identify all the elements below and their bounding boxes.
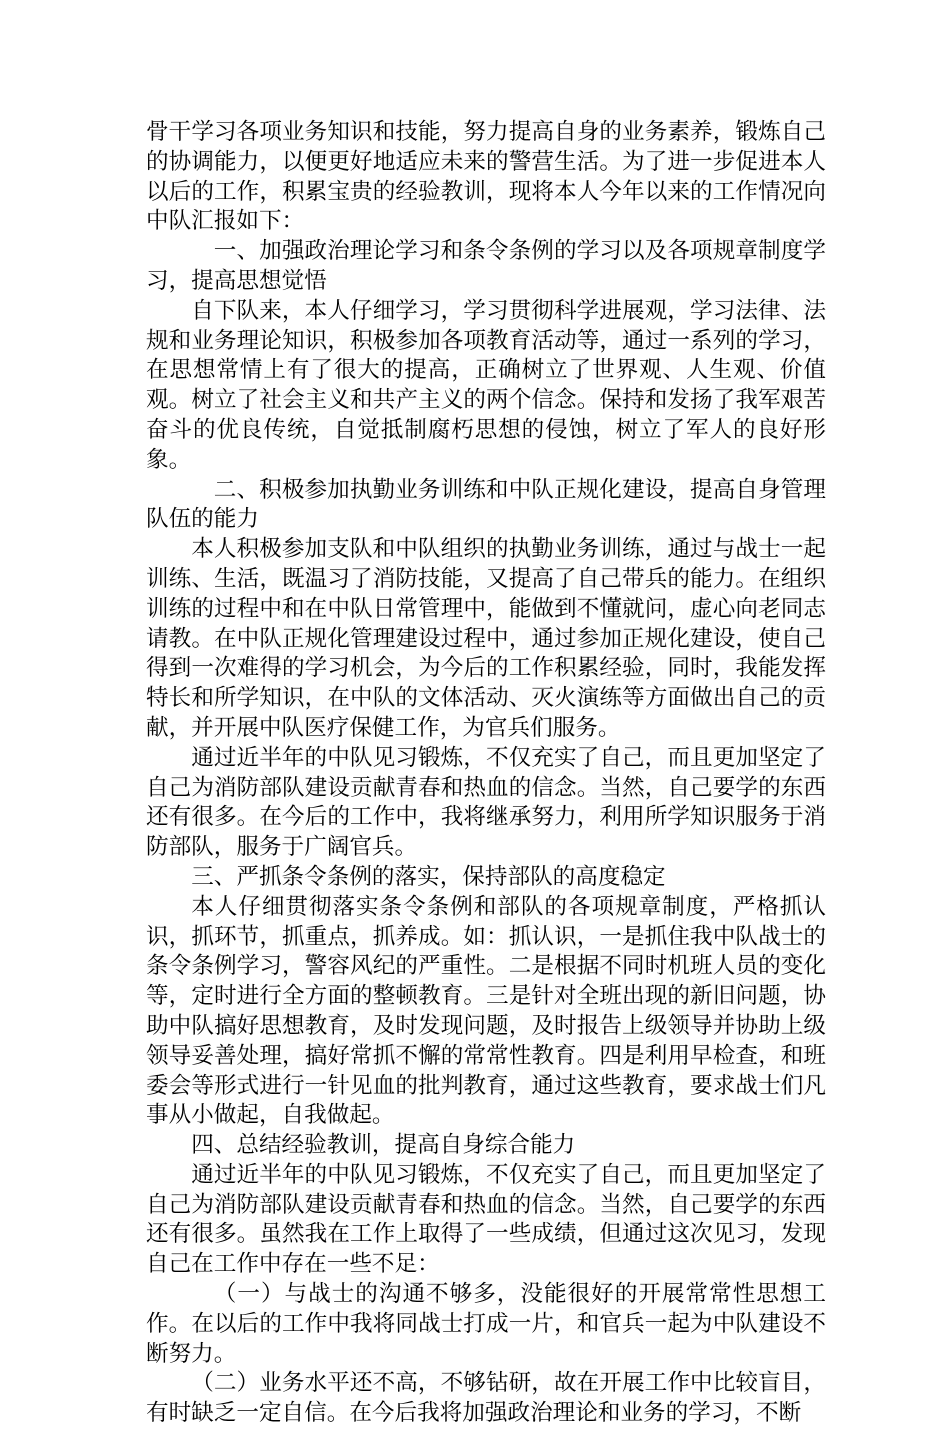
paragraph-section-4: 通过近半年的中队见习锻炼，不仅充实了自己，而且更加坚定了自己为消防部队建设贡献青春和热血的信念。当然，自己要学的东西还有很多。虽然我在工作上取得了一些成绩，但通过这次见习，发现自己在工作中存在一些不足： [146,1161,826,1278]
section-heading-2: 二、积极参加执勤业务训练和中队正规化建设，提高自身管理队伍的能力 [146,476,826,533]
paragraph-section-2-summary: 通过近半年的中队见习锻炼，不仅充实了自己，而且更加坚定了自己为消防部队建设贡献青春和热血的信念。当然，自己要学的东西还有很多。在今后的工作中，我将继承努力，利用所学知识服务于消防部队，服务于广阔官兵。 [146,744,826,861]
list-item-shortcoming-1: （一）与战士的沟通不够多，没能很好的开展常常性思想工作。在以后的工作中我将同战士打成一片，和官兵一起为中队建设不断努力。 [146,1281,826,1367]
paragraph-section-1: 自下队来，本人仔细学习，学习贯彻科学进展观，学习法律、法规和业务理论知识，积极参加各项教育活动等，通过一系列的学习，在思想常情上有了很大的提高，正确树立了世界观、人生观、价值观。树立了社会主义和共产主义的两个信念。保持和发扬了我军艰苦奋斗的优良传统，自觉抵制腐朽思想的侵蚀，树立了军人的良好形象。 [146,297,826,473]
paragraph-intro: 骨干学习各项业务知识和技能，努力提高自身的业务素养，锻炼自己的协调能力，以便更好地适应未来的警营生活。为了进一步促进本人以后的工作，积累宝贵的经验教训，现将本人今年以来的工作情况向中队汇报如下： [146,119,826,235]
document-body [146,118,826,1429]
section-heading-1: 一、加强政治理论学习和条令条例的学习以及各项规章制度学习，提高思想觉悟 [146,238,826,294]
list-item-shortcoming-2: （二）业务水平还不高，不够钻研，故在开展工作中比较盲目，有时缺乏一定自信。在今后我将加强政治理论和业务的学习，不断 [146,1370,826,1427]
section-heading-4: 四、总结经验教训，提高自身综合能力 [191,1132,576,1159]
section-heading-3: 三、严抓条令条例的落实，保持部队的高度稳定 [191,863,666,890]
paragraph-section-2: 本人积极参加支队和中队组织的执勤业务训练，通过与战士一起训练、生活，既温习了消防技能，又提高了自己带兵的能力。在组织训练的过程中和在中队日常管理中，能做到不懂就问，虚心向老同志请教。在中队正规化管理建设过程中，通过参加正规化建设，使自己得到一次难得的学习机会，为今后的工作积累经验，同时，我能发挥特长和所学知识，在中队的文体活动、灭火演练等方面做出自己的贡献，并开展中队医疗保健工作，为官兵们服务。 [146,536,826,741]
paragraph-section-3: 本人仔细贯彻落实条令条例和部队的各项规章制度，严格抓认识，抓环节，抓重点，抓养成。如：抓认识，一是抓住我中队战士的条令条例学习，警容风纪的严重性。二是根据不同时机班人员的变化等，定时进行全方面的整顿教育。三是针对全班出现的新旧问题，协助中队搞好思想教育，及时发现问题，及时报告上级领导并协助上级领导妥善处理，搞好常抓不懈的常常性教育。四是利用早检查，和班委会等形式进行一针见血的批判教育，通过这些教育，要求战士们凡事从小做起，自我做起。 [146,893,826,1129]
